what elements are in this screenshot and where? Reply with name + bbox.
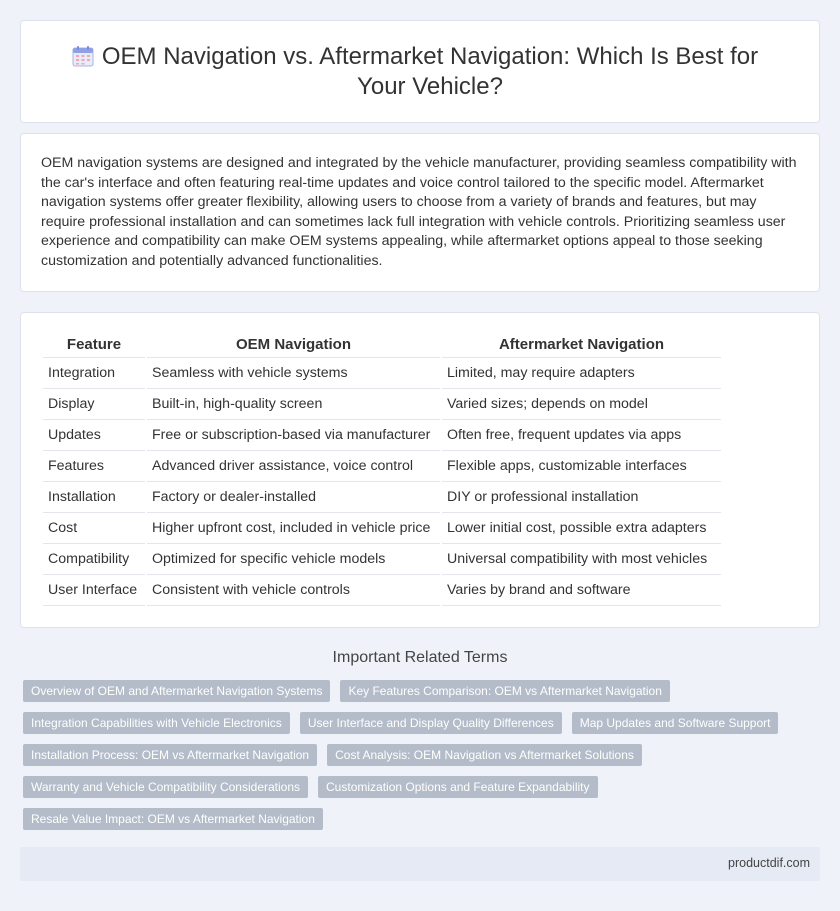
related-terms-title: Important Related Terms (332, 649, 508, 666)
table-row (43, 574, 721, 605)
cell-feature: Integration (43, 357, 146, 388)
related-term-tag[interactable]: Overview of OEM and Aftermarket Navigation Systems (23, 680, 330, 702)
cell-aftermarket: Lower initial cost, possible extra adapters (441, 512, 721, 543)
table-row (43, 512, 721, 543)
table-row (43, 450, 721, 481)
cell-oem: Higher upfront cost, included in vehicle price (146, 512, 441, 543)
page-title: OEM Navigation vs. Aftermarket Navigation: Which Is Best for Your Vehicle? (101, 43, 759, 100)
tag-row (23, 744, 803, 766)
tag-row (23, 680, 803, 702)
header-feature: Feature (43, 333, 146, 357)
cell-oem: Seamless with vehicle systems (146, 357, 441, 388)
cell-feature: Cost (43, 512, 146, 543)
cell-oem: Built-in, high-quality screen (146, 388, 441, 419)
comparison-card (20, 312, 820, 628)
cell-feature: Compatibility (43, 543, 146, 574)
related-term-tag[interactable]: Installation Process: OEM vs Aftermarket Navigation (23, 744, 317, 766)
cell-feature: User Interface (43, 574, 146, 605)
related-term-tag[interactable]: Customization Options and Feature Expandability (318, 776, 597, 798)
related-term-tag[interactable]: Integration Capabilities with Vehicle Electronics (23, 712, 290, 734)
header-oem: OEM Navigation (146, 333, 441, 357)
cell-oem: Factory or dealer-installed (146, 481, 441, 512)
cell-aftermarket: Flexible apps, customizable interfaces (441, 450, 721, 481)
related-terms-list (23, 680, 803, 840)
intro-paragraph: OEM navigation systems are designed and integrated by the vehicle manufacturer, providing seamless compatibility with the car's interface and often featuring real-time updates and voice control tailored to the specific model. Aftermarket navigation systems offer greater flexibility, allowing users to choose from a variety of brands and features, but may require professional installation and can sometimes lack full integration with vehicle controls. Prioritizing seamless user experience and compatibility can make OEM systems appealing, while aftermarket options appeal to those seeking customization and potentially advanced functionalities. (41, 155, 797, 269)
cell-oem: Free or subscription-based via manufacturer (146, 419, 441, 450)
table-row (43, 388, 721, 419)
comparison-table (43, 333, 721, 606)
cell-feature: Updates (43, 419, 146, 450)
table-row (43, 481, 721, 512)
tag-row (23, 776, 803, 798)
cell-feature: Display (43, 388, 146, 419)
cell-oem: Consistent with vehicle controls (146, 574, 441, 605)
related-term-tag[interactable]: Key Features Comparison: OEM vs Aftermarket Navigation (340, 680, 669, 702)
intro-card (20, 133, 820, 292)
cell-aftermarket: Varied sizes; depends on model (441, 388, 721, 419)
header-aftermarket: Aftermarket Navigation (441, 333, 721, 357)
cell-aftermarket: Universal compatibility with most vehicles (441, 543, 721, 574)
cell-aftermarket: Varies by brand and software (441, 574, 721, 605)
cell-oem: Optimized for specific vehicle models (146, 543, 441, 574)
related-term-tag[interactable]: Resale Value Impact: OEM vs Aftermarket Navigation (23, 808, 323, 830)
related-term-tag[interactable]: Cost Analysis: OEM Navigation vs Aftermarket Solutions (327, 744, 642, 766)
cell-feature: Installation (43, 481, 146, 512)
related-term-tag[interactable]: Warranty and Vehicle Compatibility Considerations (23, 776, 308, 798)
table-header-row (43, 333, 721, 357)
cell-oem: Advanced driver assistance, voice control (146, 450, 441, 481)
table-row (43, 419, 721, 450)
cell-aftermarket: DIY or professional installation (441, 481, 721, 512)
tag-row (23, 808, 803, 830)
footer (20, 847, 820, 881)
table-row (43, 357, 721, 388)
tag-row (23, 712, 803, 734)
cell-aftermarket: Limited, may require adapters (441, 357, 721, 388)
cell-aftermarket: Often free, frequent updates via apps (441, 419, 721, 450)
cell-feature: Features (43, 450, 146, 481)
footer-site-link[interactable]: productdif.com (728, 856, 810, 870)
table-row (43, 543, 721, 574)
related-term-tag[interactable]: Map Updates and Software Support (572, 712, 779, 734)
related-term-tag[interactable]: User Interface and Display Quality Differences (300, 712, 562, 734)
title-card (20, 20, 820, 123)
